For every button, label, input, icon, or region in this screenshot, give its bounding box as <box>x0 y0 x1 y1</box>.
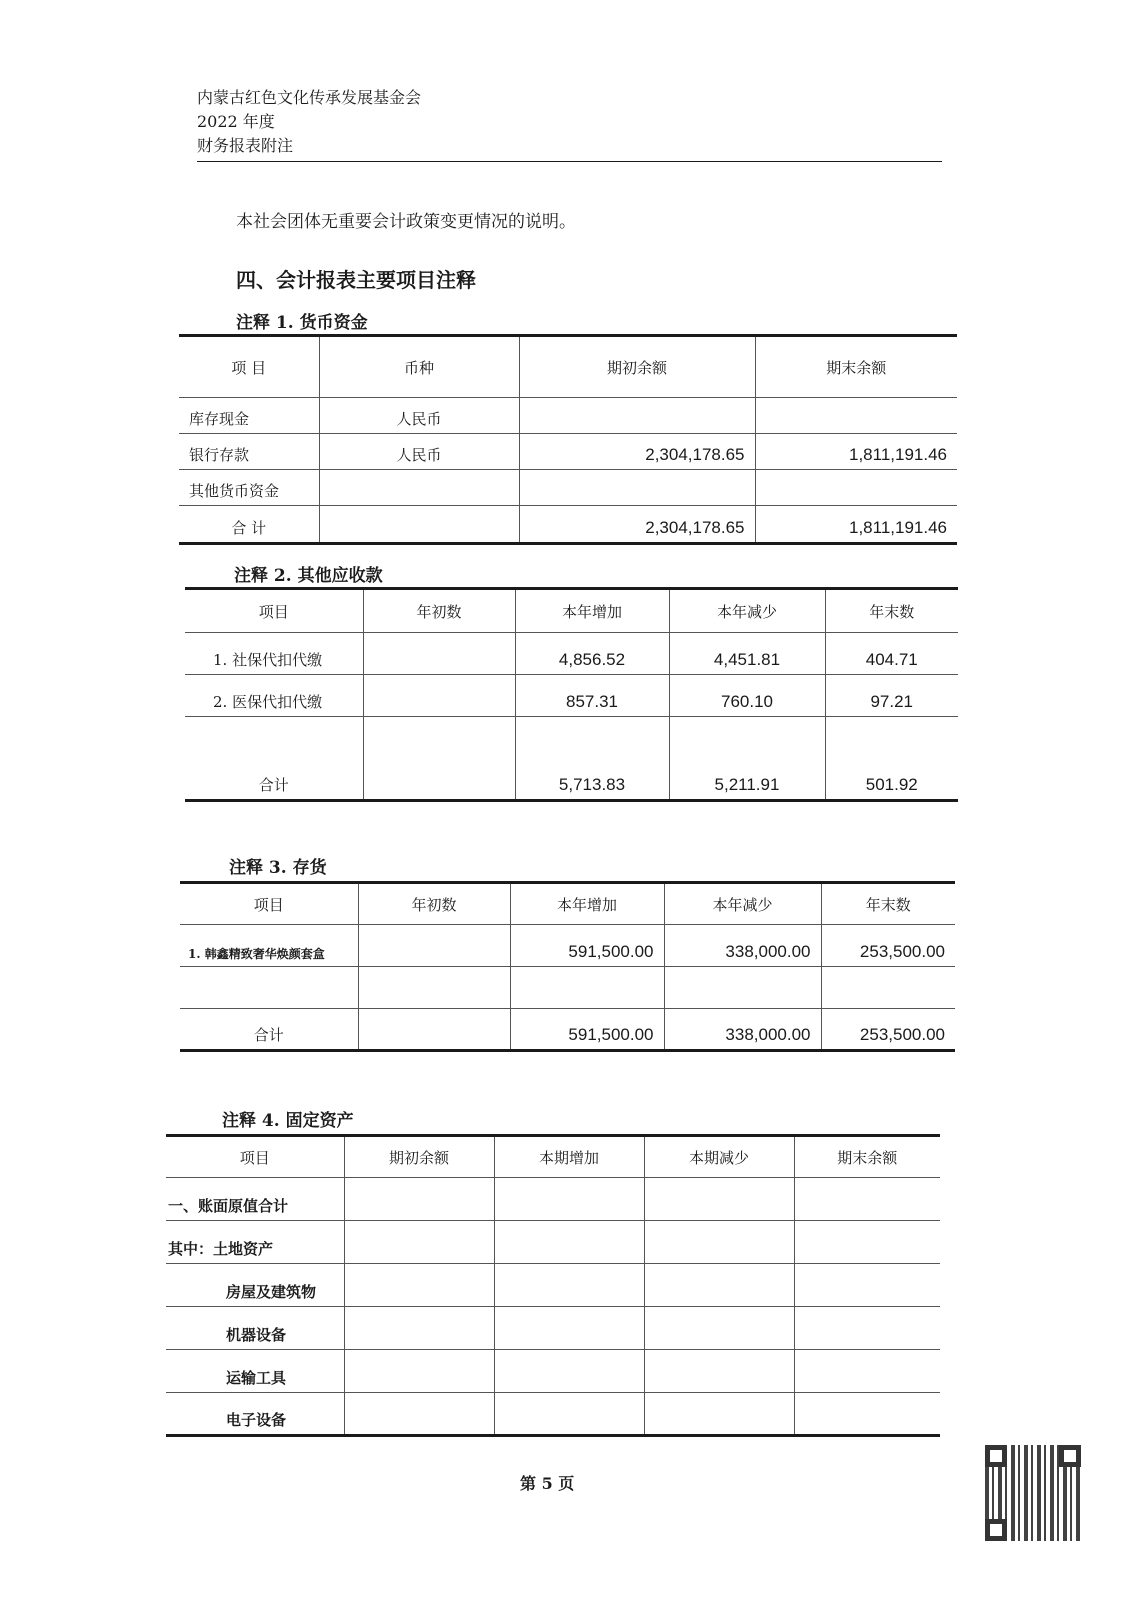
table-header-row <box>180 883 955 925</box>
currency-cell: 人民币 <box>319 398 519 434</box>
increase-value: 857.31 <box>515 675 669 717</box>
increase-value <box>510 967 664 1009</box>
col-header: 年末数 <box>825 589 958 633</box>
policy-statement: 本社会团体无重要会计政策变更情况的说明。 <box>236 212 576 232</box>
row-label: 运输工具 <box>166 1350 344 1393</box>
col-header: 本年增加 <box>510 883 664 925</box>
total-row <box>185 717 958 801</box>
end-balance: 1,811,191.46 <box>755 434 957 470</box>
col-header: 项目 <box>185 589 363 633</box>
col-header: 年初数 <box>363 589 515 633</box>
col-header: 本期增加 <box>494 1136 644 1178</box>
begin-value <box>363 675 515 717</box>
currency-cell <box>319 506 519 544</box>
row-label: 机器设备 <box>166 1307 344 1350</box>
table-row <box>166 1178 940 1221</box>
decrease-value: 760.10 <box>669 675 825 717</box>
col-header: 币种 <box>319 336 519 398</box>
table-row <box>179 398 957 434</box>
begin-value <box>358 925 510 967</box>
page-number: 第 5 页 <box>520 1474 575 1493</box>
total-row <box>180 1009 955 1051</box>
end-balance: 1,811,191.46 <box>755 506 957 544</box>
col-header: 期末余额 <box>794 1136 940 1178</box>
end-value <box>821 967 955 1009</box>
begin-value <box>363 717 515 801</box>
col-header: 项目 <box>180 883 358 925</box>
end-balance <box>755 398 957 434</box>
end-value: 404.71 <box>825 633 958 675</box>
increase-value: 5,713.83 <box>515 717 669 801</box>
increase-value: 591,500.00 <box>510 925 664 967</box>
section-title: 四、会计报表主要项目注释 <box>236 268 476 292</box>
note3-title: 注释 3. 存货 <box>229 858 327 878</box>
col-header: 项目 <box>166 1136 344 1178</box>
col-header: 年末数 <box>821 883 955 925</box>
begin-balance: 2,304,178.65 <box>519 506 755 544</box>
note2-table <box>185 587 958 802</box>
decrease-value: 5,211.91 <box>669 717 825 801</box>
table-header-row <box>166 1136 940 1178</box>
col-header: 本年增加 <box>515 589 669 633</box>
row-label: 其中：土地资产 <box>166 1221 344 1264</box>
row-label: 房屋及建筑物 <box>166 1264 344 1307</box>
report-year: 2022 年度 <box>197 112 275 131</box>
table-header-row <box>185 589 958 633</box>
col-header: 本期减少 <box>644 1136 794 1178</box>
total-row <box>179 506 957 544</box>
table-row <box>166 1307 940 1350</box>
currency-cell: 人民币 <box>319 434 519 470</box>
col-header: 期初余额 <box>519 336 755 398</box>
table-row <box>185 675 958 717</box>
note1-title: 注释 1. 货币资金 <box>236 313 368 333</box>
col-header: 本年减少 <box>669 589 825 633</box>
note1-table <box>179 334 957 545</box>
end-value: 253,500.00 <box>821 925 955 967</box>
end-value: 253,500.00 <box>821 1009 955 1051</box>
end-balance <box>755 470 957 506</box>
row-label: 合计 <box>185 717 363 801</box>
row-label: 合计 <box>180 1009 358 1051</box>
table-row <box>166 1350 940 1393</box>
col-header: 本年减少 <box>664 883 821 925</box>
row-label: 1. 社保代扣代缴 <box>185 633 363 675</box>
decrease-value: 338,000.00 <box>664 925 821 967</box>
table-row <box>179 434 957 470</box>
row-label: 电子设备 <box>166 1393 344 1436</box>
row-label: 银行存款 <box>179 434 319 470</box>
row-label <box>180 967 358 1009</box>
table-row <box>180 967 955 1009</box>
row-label: 1. 韩鑫精致奢华焕颜套盒 <box>180 925 358 967</box>
table-row <box>166 1393 940 1436</box>
begin-value <box>358 1009 510 1051</box>
note3-table <box>180 881 955 1052</box>
decrease-value <box>664 967 821 1009</box>
end-value: 97.21 <box>825 675 958 717</box>
col-header: 期初余额 <box>344 1136 494 1178</box>
currency-cell <box>319 470 519 506</box>
decrease-value: 4,451.81 <box>669 633 825 675</box>
col-header: 期末余额 <box>755 336 957 398</box>
org-name: 内蒙古红色文化传承发展基金会 <box>197 88 422 107</box>
qr-code-icon <box>985 1445 1081 1541</box>
table-row <box>185 633 958 675</box>
increase-value: 4,856.52 <box>515 633 669 675</box>
doc-title: 财务报表附注 <box>197 136 294 155</box>
decrease-value: 338,000.00 <box>664 1009 821 1051</box>
row-label: 库存现金 <box>179 398 319 434</box>
begin-value <box>358 967 510 1009</box>
note4-table <box>166 1134 940 1437</box>
row-label: 合 计 <box>179 506 319 544</box>
col-header: 年初数 <box>358 883 510 925</box>
header-divider <box>197 161 942 162</box>
table-header-row <box>179 336 957 398</box>
end-value: 501.92 <box>825 717 958 801</box>
begin-balance: 2,304,178.65 <box>519 434 755 470</box>
row-label: 其他货币资金 <box>179 470 319 506</box>
row-label: 2. 医保代扣代缴 <box>185 675 363 717</box>
begin-value <box>363 633 515 675</box>
begin-balance <box>519 398 755 434</box>
table-row <box>166 1264 940 1307</box>
table-row <box>180 925 955 967</box>
note4-title: 注释 4. 固定资产 <box>222 1111 354 1131</box>
begin-balance <box>519 470 755 506</box>
increase-value: 591,500.00 <box>510 1009 664 1051</box>
table-row <box>179 470 957 506</box>
note2-title: 注释 2. 其他应收款 <box>234 566 383 586</box>
col-header: 项 目 <box>179 336 319 398</box>
table-row <box>166 1221 940 1264</box>
row-label: 一、账面原值合计 <box>166 1178 344 1221</box>
